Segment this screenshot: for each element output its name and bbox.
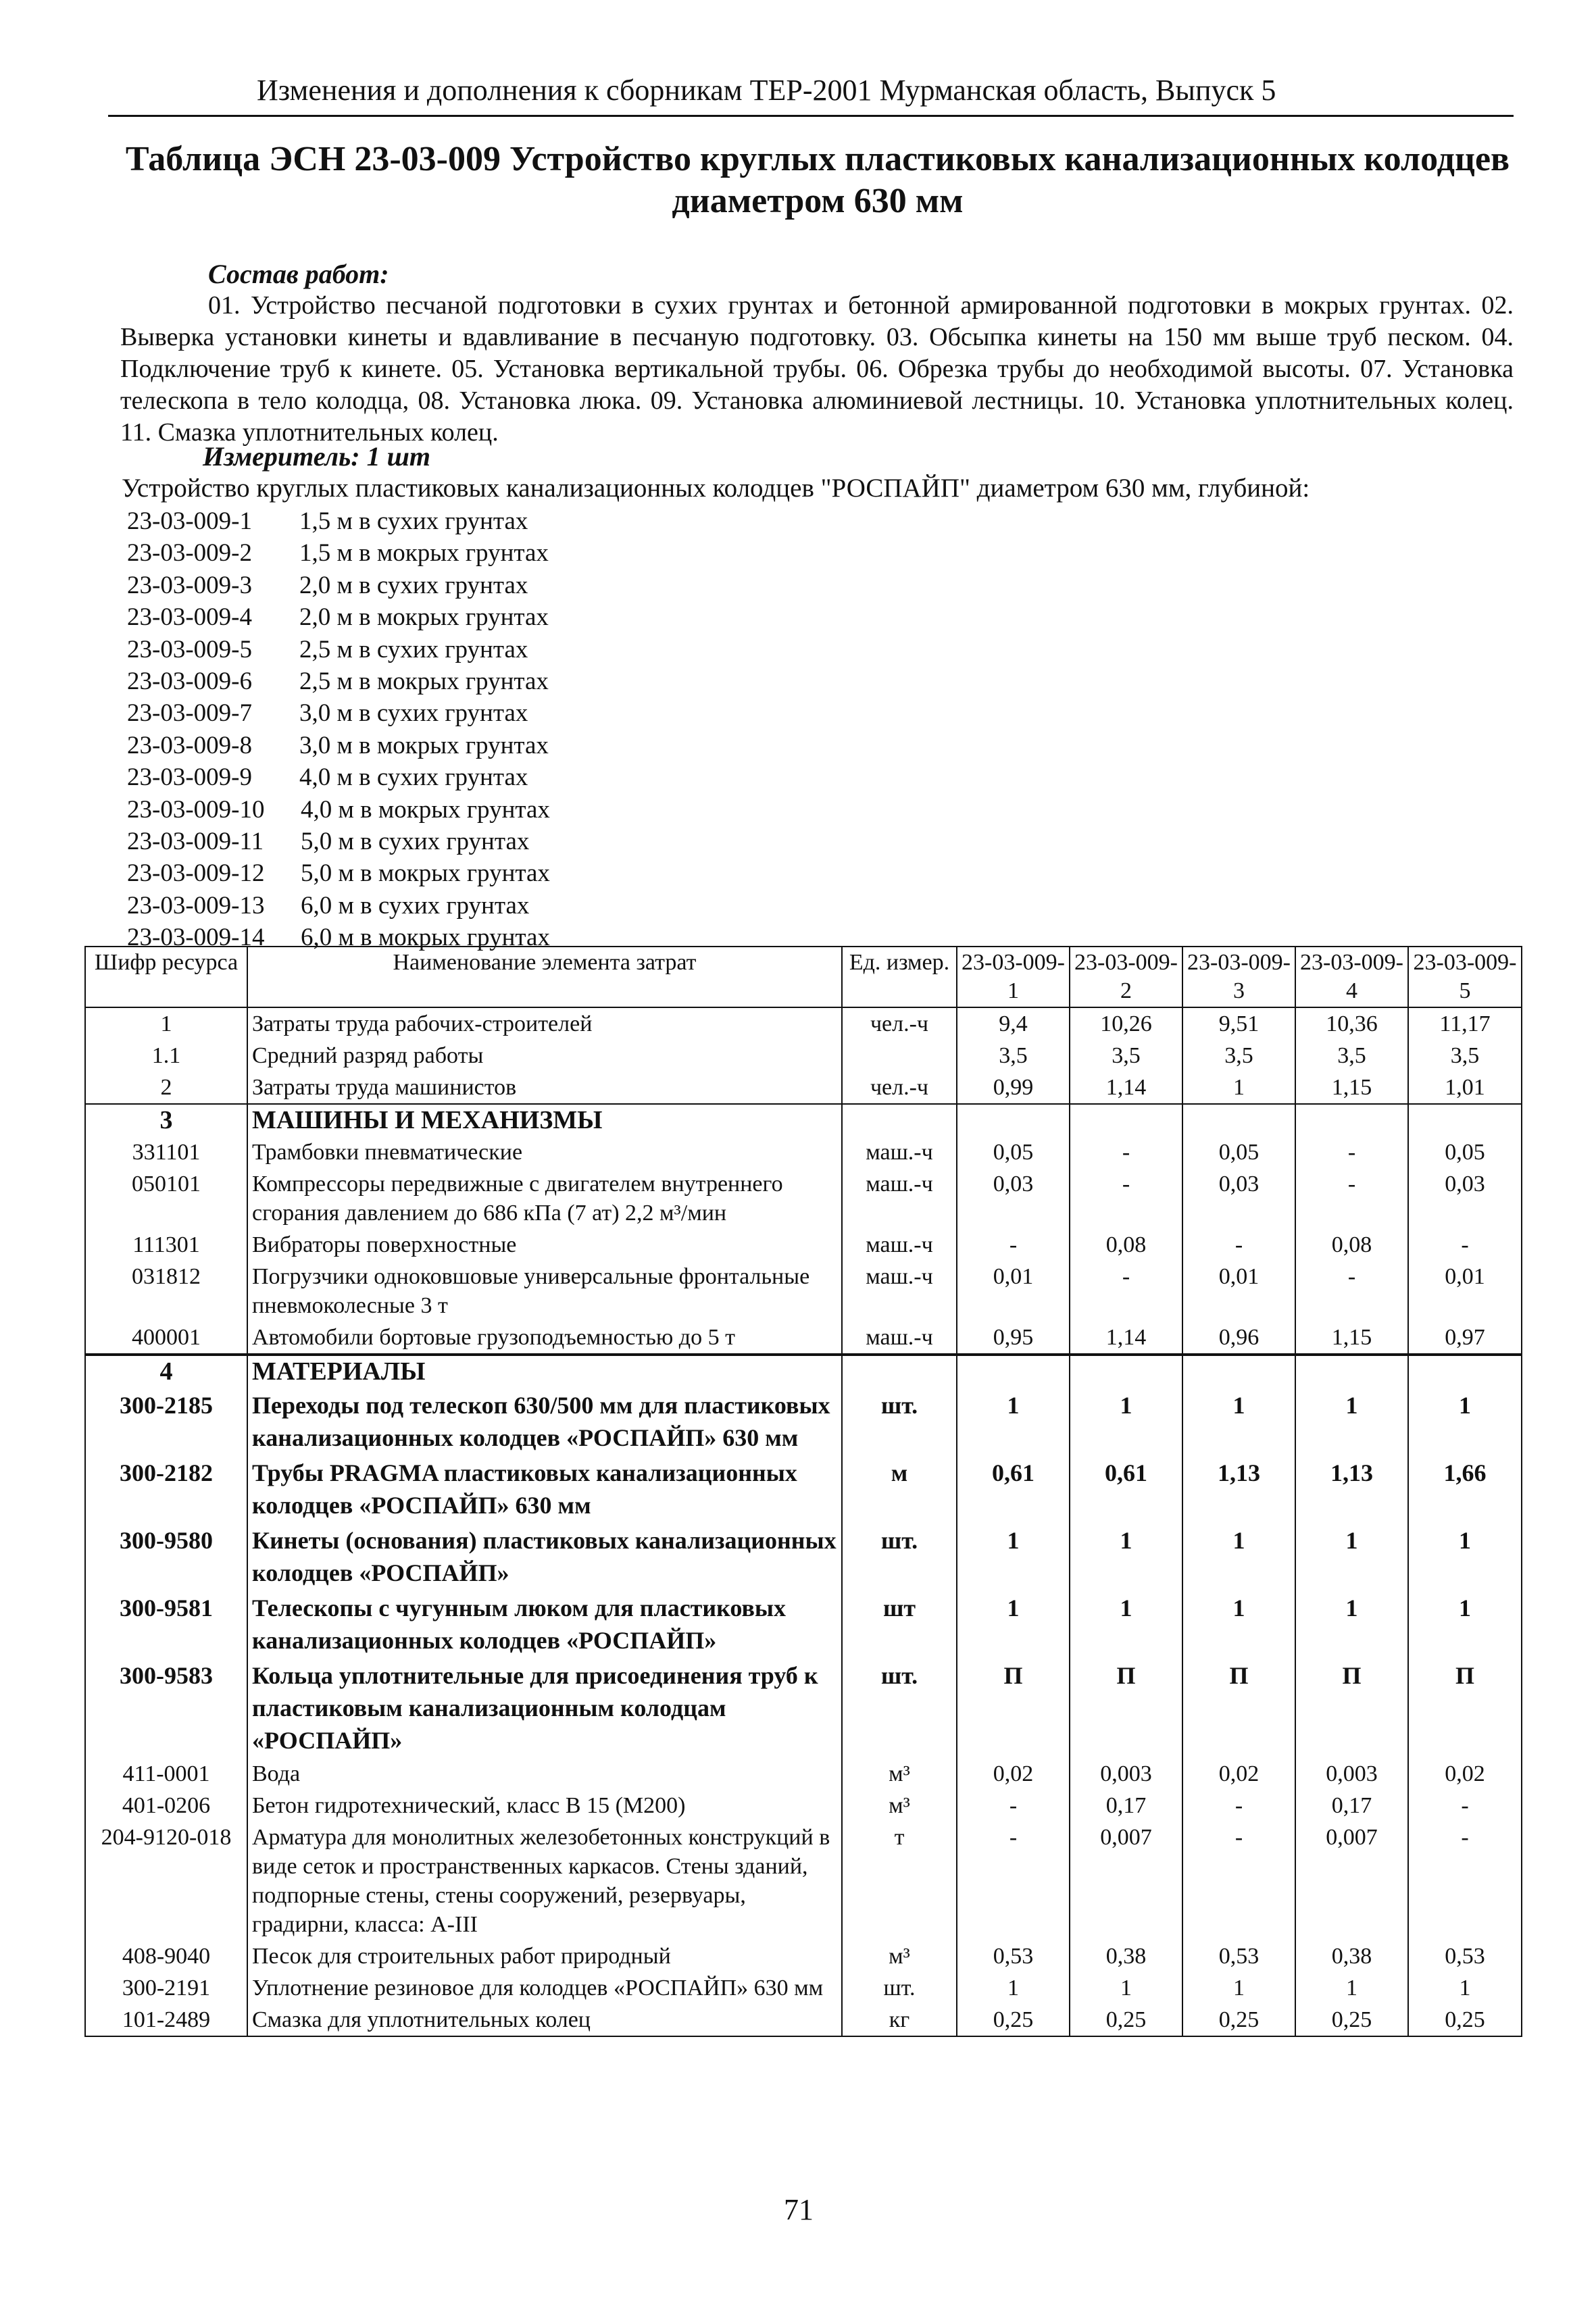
table-row — [85, 1168, 1522, 1229]
resource-unit — [842, 1104, 957, 1136]
resource-value: 3,5 — [1408, 1040, 1522, 1072]
resource-value: 1,66 — [1408, 1455, 1522, 1523]
column-header: 23-03-009-3 — [1182, 947, 1295, 1007]
resource-value: 1 — [1295, 1388, 1408, 1455]
resource-code: 1.1 — [85, 1040, 247, 1072]
variant-text: 2,0 м в мокрых грунтах — [299, 603, 549, 632]
resource-value: 0,97 — [1408, 1322, 1522, 1355]
resource-value: 0,05 — [1408, 1136, 1522, 1168]
resource-value: 0,05 — [1182, 1136, 1295, 1168]
resource-value: 1 — [1070, 1590, 1182, 1658]
variant-code: 23-03-009-13 — [127, 891, 265, 920]
resource-code: 300-2191 — [85, 1972, 247, 2004]
table-row — [85, 1455, 1522, 1523]
resource-value: 0,53 — [957, 1940, 1070, 1972]
resource-value: - — [1295, 1261, 1408, 1322]
table-row — [85, 1040, 1522, 1072]
work-text: 01. Устройство песчаной подготовки в сухих грунтах и бетонной армированной подготовки в мокрых грунтах. 02. Выверка установки кинеты и вдавливание в песчаную подготовку. 03. Обсыпка кинеты на 150 мм выше труб песком. 04. Подключение труб к кинете. 05. Установка вертикальной трубы. 06. Обрезка трубы до необходимой высоты. 07. Установка телескопа в тело колодца, 08. Установка люка. 09. Установка алюминиевой лестницы. 10. Установка уплотнительных колец. 11. Смазка уплотнительных колец. — [120, 291, 1514, 447]
column-header: 23-03-009-5 — [1408, 947, 1522, 1007]
resource-value: 3,5 — [1070, 1040, 1182, 1072]
variant-text: 5,0 м в сухих грунтах — [301, 828, 530, 856]
intro-text: Устройство круглых пластиковых канализационных колодцев "РОСПАЙП" диаметром 630 мм, глубиной: — [122, 474, 1310, 503]
resource-code: 204-9120-018 — [85, 1821, 247, 1940]
table-row — [85, 1523, 1522, 1590]
resource-unit: т — [842, 1821, 957, 1940]
table-row — [85, 1658, 1522, 1758]
resource-unit: маш.-ч — [842, 1136, 957, 1168]
resource-code: 411-0001 — [85, 1758, 247, 1790]
resource-value: 9,51 — [1182, 1007, 1295, 1040]
variant-text: 3,0 м в сухих грунтах — [299, 699, 528, 728]
resource-value: 1,01 — [1408, 1072, 1522, 1104]
variant-text: 6,0 м в мокрых грунтах — [301, 924, 550, 952]
resource-code: 300-2182 — [85, 1455, 247, 1523]
resource-value — [1408, 1355, 1522, 1388]
variant-text: 4,0 м в мокрых грунтах — [301, 795, 550, 824]
resource-value: 0,61 — [1070, 1455, 1182, 1523]
resource-value: - — [1408, 1229, 1522, 1261]
resource-unit: м³ — [842, 1758, 957, 1790]
table-row — [85, 1072, 1522, 1104]
variant-item — [127, 857, 550, 889]
resource-value — [957, 1355, 1070, 1388]
resource-value: - — [1295, 1136, 1408, 1168]
table-row — [85, 1940, 1522, 1972]
resource-value: 0,99 — [957, 1072, 1070, 1104]
table-row — [85, 2004, 1522, 2036]
resource-value: 3,5 — [957, 1040, 1070, 1072]
resource-value: 1 — [1408, 1523, 1522, 1590]
resource-value: 0,08 — [1295, 1229, 1408, 1261]
resource-name: Смазка для уплотнительных колец — [247, 2004, 842, 2036]
table-row — [85, 1821, 1522, 1940]
resource-name: Трубы PRAGMA пластиковых канализационных колодцев «РОСПАЙП» 630 мм — [247, 1455, 842, 1523]
resource-name: Компрессоры передвижные с двигателем внутреннего сгорания давлением до 686 кПа (7 ат) 2,2 м³/мин — [247, 1168, 842, 1229]
variant-item — [127, 697, 550, 729]
resource-code: 4 — [85, 1355, 247, 1388]
resource-value: 0,08 — [1070, 1229, 1182, 1261]
resource-value: 1 — [1295, 1972, 1408, 2004]
table-row — [85, 1229, 1522, 1261]
resource-unit: маш.-ч — [842, 1229, 957, 1261]
variant-code: 23-03-009-12 — [127, 859, 265, 888]
resource-value: 1,15 — [1295, 1072, 1408, 1104]
resource-name: Погрузчики одноковшовые универсальные фронтальные пневмоколесные 3 т — [247, 1261, 842, 1322]
resource-value: 1,14 — [1070, 1322, 1182, 1355]
resource-value: 0,25 — [1070, 2004, 1182, 2036]
column-header: 23-03-009-1 — [957, 947, 1070, 1007]
resource-value: 0,02 — [1408, 1758, 1522, 1790]
resource-name: Затраты труда рабочих-строителей — [247, 1007, 842, 1040]
resource-value: - — [1408, 1790, 1522, 1821]
variant-code: 23-03-009-5 — [127, 635, 252, 663]
resource-value: 9,4 — [957, 1007, 1070, 1040]
resource-value: - — [1182, 1229, 1295, 1261]
variant-item — [127, 634, 550, 665]
resource-code: 300-9581 — [85, 1590, 247, 1658]
resource-unit: маш.-ч — [842, 1261, 957, 1322]
page-number: 71 — [784, 2193, 814, 2226]
header-rule — [108, 115, 1514, 117]
variant-item — [127, 601, 550, 633]
resource-value: 0,01 — [957, 1261, 1070, 1322]
resource-value: П — [1070, 1658, 1182, 1758]
resource-value: 0,25 — [1408, 2004, 1522, 2036]
variant-text: 4,0 м в сухих грунтах — [299, 763, 528, 792]
resource-value: 1 — [957, 1523, 1070, 1590]
resource-value: - — [1182, 1790, 1295, 1821]
resource-name: Телескопы с чугунным люком для пластиковых канализационных колодцев «РОСПАЙП» — [247, 1590, 842, 1658]
resource-name: Песок для строительных работ природный — [247, 1940, 842, 1972]
resource-unit: шт. — [842, 1388, 957, 1455]
variant-text: 5,0 м в мокрых грунтах — [301, 859, 550, 888]
column-header: Шифр ресурса — [85, 947, 247, 1007]
table-row — [85, 1388, 1522, 1455]
variant-code: 23-03-009-10 — [127, 795, 265, 824]
resource-value: - — [1070, 1261, 1182, 1322]
resource-value: 0,25 — [1295, 2004, 1408, 2036]
resource-code: 331101 — [85, 1136, 247, 1168]
variant-text: 1,5 м в мокрых грунтах — [299, 539, 549, 568]
resource-name: Арматура для монолитных железобетонных конструкций в виде сеток и пространственных каркасов. Стены зданий, подпорные стены, стены сооружений, резервуары, градирни, класса: А-III — [247, 1821, 842, 1940]
resource-value — [957, 1104, 1070, 1136]
resource-unit: м — [842, 1455, 957, 1523]
variant-item — [127, 537, 550, 569]
resource-value: 0,17 — [1070, 1790, 1182, 1821]
resource-name: Кольца уплотнительные для присоединения труб к пластиковым канализационным колодцам «РОСПАЙП» — [247, 1658, 842, 1758]
resource-name: Бетон гидротехнический, класс В 15 (М200) — [247, 1790, 842, 1821]
resource-value: 0,02 — [1182, 1758, 1295, 1790]
resource-name: Вода — [247, 1758, 842, 1790]
resource-name: МАТЕРИАЛЫ — [247, 1355, 842, 1388]
resource-value — [1295, 1355, 1408, 1388]
column-header: Ед. измер. — [842, 947, 957, 1007]
resource-code: 300-2185 — [85, 1388, 247, 1455]
table-row — [85, 1322, 1522, 1355]
table-row — [85, 1590, 1522, 1658]
resource-value: 1 — [957, 1388, 1070, 1455]
work-composition — [120, 258, 1514, 449]
resource-value: 0,01 — [1182, 1261, 1295, 1322]
variants-list — [127, 505, 550, 954]
resource-value: 1 — [1295, 1523, 1408, 1590]
table-row — [85, 1758, 1522, 1790]
resource-value: 11,17 — [1408, 1007, 1522, 1040]
resource-unit: шт. — [842, 1658, 957, 1758]
variant-item — [127, 761, 550, 793]
resource-value: 1 — [1182, 1523, 1295, 1590]
resource-value: - — [1408, 1821, 1522, 1940]
resource-value — [1070, 1355, 1182, 1388]
variant-code: 23-03-009-6 — [127, 668, 252, 696]
resource-value: 3,5 — [1295, 1040, 1408, 1072]
resource-value: 0,03 — [1182, 1168, 1295, 1229]
resource-code: 300-9580 — [85, 1523, 247, 1590]
resource-value: 0,03 — [1408, 1168, 1522, 1229]
resource-value: 0,003 — [1295, 1758, 1408, 1790]
title-line-1: Таблица ЭСН 23-03-009 Устройство круглых пластиковых канализационных колодцев — [125, 140, 1510, 178]
variant-item — [127, 826, 550, 857]
resource-value: 0,25 — [957, 2004, 1070, 2036]
resource-value: 1 — [957, 1972, 1070, 2004]
resource-name: Автомобили бортовые грузоподъемностью до 5 т — [247, 1322, 842, 1355]
resource-code: 3 — [85, 1104, 247, 1136]
resource-code: 408-9040 — [85, 1940, 247, 1972]
resource-value: 0,53 — [1408, 1940, 1522, 1972]
variant-code: 23-03-009-11 — [127, 828, 264, 856]
resource-value: 1 — [957, 1590, 1070, 1658]
resource-value: 1 — [1070, 1972, 1182, 2004]
resource-unit: маш.-ч — [842, 1322, 957, 1355]
variant-item — [127, 665, 550, 697]
resource-unit: маш.-ч — [842, 1168, 957, 1229]
table-row — [85, 1972, 1522, 2004]
resource-value: 3,5 — [1182, 1040, 1295, 1072]
resource-value: П — [1408, 1658, 1522, 1758]
resource-value: 0,38 — [1295, 1940, 1408, 1972]
resource-name: Уплотнение резиновое для колодцев «РОСПАЙП» 630 мм — [247, 1972, 842, 2004]
variant-code: 23-03-009-1 — [127, 507, 252, 535]
resource-table — [84, 946, 1522, 2037]
variant-code: 23-03-009-9 — [127, 763, 252, 792]
resource-unit — [842, 1040, 957, 1072]
resource-name: Трамбовки пневматические — [247, 1136, 842, 1168]
resource-value: 1 — [1070, 1388, 1182, 1455]
resource-value: 1 — [1408, 1590, 1522, 1658]
resource-value: 0,17 — [1295, 1790, 1408, 1821]
resource-name: Затраты труда машинистов — [247, 1072, 842, 1104]
resource-code: 1 — [85, 1007, 247, 1040]
resource-code: 111301 — [85, 1229, 247, 1261]
resource-code: 401-0206 — [85, 1790, 247, 1821]
resource-value — [1182, 1104, 1295, 1136]
table-row — [85, 1104, 1522, 1136]
column-header: 23-03-009-4 — [1295, 947, 1408, 1007]
resource-value: - — [1182, 1821, 1295, 1940]
resource-code: 400001 — [85, 1322, 247, 1355]
resource-code: 2 — [85, 1072, 247, 1104]
resource-value: П — [957, 1658, 1070, 1758]
work-label: Состав работ: — [208, 259, 389, 289]
resource-code: 050101 — [85, 1168, 247, 1229]
resource-value: 0,03 — [957, 1168, 1070, 1229]
variant-code: 23-03-009-3 — [127, 571, 252, 599]
variant-code: 23-03-009-7 — [127, 699, 252, 728]
resource-value: 1,14 — [1070, 1072, 1182, 1104]
variant-code: 23-03-009-4 — [127, 603, 252, 632]
resource-value: П — [1295, 1658, 1408, 1758]
page-header: Изменения и дополнения к сборникам ТЕР-2001 Мурманская область, Выпуск 5 — [257, 74, 1276, 107]
resource-value: - — [1070, 1168, 1182, 1229]
resource-code: 031812 — [85, 1261, 247, 1322]
column-header: Наименование элемента затрат — [247, 947, 842, 1007]
resource-value: 1 — [1070, 1523, 1182, 1590]
table-row — [85, 1355, 1522, 1388]
resource-value — [1408, 1104, 1522, 1136]
variant-text: 2,5 м в мокрых грунтах — [299, 668, 549, 696]
resource-value: 1 — [1182, 1388, 1295, 1455]
resource-value: - — [957, 1821, 1070, 1940]
resource-code: 300-9583 — [85, 1658, 247, 1758]
resource-unit: шт — [842, 1590, 957, 1658]
resource-value — [1295, 1104, 1408, 1136]
resource-value: 1,13 — [1182, 1455, 1295, 1523]
resource-unit: чел.-ч — [842, 1007, 957, 1040]
resource-unit: м³ — [842, 1790, 957, 1821]
resource-value: 1 — [1182, 1590, 1295, 1658]
resource-value: 1 — [1408, 1388, 1522, 1455]
column-header: 23-03-009-2 — [1070, 947, 1182, 1007]
resource-unit: м³ — [842, 1940, 957, 1972]
variant-item — [127, 794, 550, 826]
resource-value — [1070, 1104, 1182, 1136]
resource-code: 101-2489 — [85, 2004, 247, 2036]
resource-value: 0,25 — [1182, 2004, 1295, 2036]
resource-value: - — [1295, 1168, 1408, 1229]
resource-value: - — [957, 1790, 1070, 1821]
resource-value: 0,53 — [1182, 1940, 1295, 1972]
resource-unit: чел.-ч — [842, 1072, 957, 1104]
variant-text: 2,5 м в сухих грунтах — [299, 635, 528, 663]
variant-code: 23-03-009-2 — [127, 539, 252, 568]
resource-value: 1,13 — [1295, 1455, 1408, 1523]
variant-text: 2,0 м в сухих грунтах — [299, 571, 528, 599]
variant-item — [127, 730, 550, 761]
resource-unit: шт. — [842, 1523, 957, 1590]
variant-code: 23-03-009-14 — [127, 924, 265, 952]
resource-name: Вибраторы поверхностные — [247, 1229, 842, 1261]
resource-name: МАШИНЫ И МЕХАНИЗМЫ — [247, 1104, 842, 1136]
measure-label: Измеритель: 1 шт — [203, 441, 431, 472]
table-header-row — [85, 947, 1522, 1007]
variant-item — [127, 890, 550, 922]
resource-value: 0,95 — [957, 1322, 1070, 1355]
resource-value: 1 — [1182, 1072, 1295, 1104]
resource-value: 1,15 — [1295, 1322, 1408, 1355]
resource-value: 10,36 — [1295, 1007, 1408, 1040]
resource-value — [1182, 1355, 1295, 1388]
resource-value: П — [1182, 1658, 1295, 1758]
variant-code: 23-03-009-8 — [127, 731, 252, 759]
resource-name: Средний разряд работы — [247, 1040, 842, 1072]
resource-value: 0,003 — [1070, 1758, 1182, 1790]
resource-unit: шт. — [842, 1972, 957, 2004]
title-line-2: диаметром 630 мм — [672, 182, 964, 220]
resource-value: 0,01 — [1408, 1261, 1522, 1322]
resource-value: 1 — [1408, 1972, 1522, 2004]
resource-value: 0,61 — [957, 1455, 1070, 1523]
variant-text: 6,0 м в сухих грунтах — [301, 891, 530, 920]
table-row — [85, 1007, 1522, 1040]
table-row — [85, 1261, 1522, 1322]
resource-name: Кинеты (основания) пластиковых канализационных колодцев «РОСПАЙП» — [247, 1523, 842, 1590]
resource-value: 1 — [1295, 1590, 1408, 1658]
variant-text: 1,5 м в сухих грунтах — [299, 507, 528, 535]
table-row — [85, 1790, 1522, 1821]
resource-value: - — [957, 1229, 1070, 1261]
measure-label-wrap — [203, 441, 430, 472]
resource-value: 1 — [1182, 1972, 1295, 2004]
variant-item — [127, 505, 550, 537]
variant-item — [127, 570, 550, 601]
variant-text: 3,0 м в мокрых грунтах — [299, 731, 549, 759]
resource-unit — [842, 1355, 957, 1388]
table-row — [85, 1136, 1522, 1168]
resource-unit: кг — [842, 2004, 957, 2036]
resource-value: 0,96 — [1182, 1322, 1295, 1355]
resource-value: - — [1070, 1136, 1182, 1168]
resource-value: 0,38 — [1070, 1940, 1182, 1972]
resource-value: 0,05 — [957, 1136, 1070, 1168]
resource-value: 0,02 — [957, 1758, 1070, 1790]
table-title — [122, 139, 1514, 222]
resource-value: 0,007 — [1295, 1821, 1408, 1940]
resource-value: 10,26 — [1070, 1007, 1182, 1040]
resource-name: Переходы под телескоп 630/500 мм для пластиковых канализационных колодцев «РОСПАЙП» 630 мм — [247, 1388, 842, 1455]
resource-value: 0,007 — [1070, 1821, 1182, 1940]
